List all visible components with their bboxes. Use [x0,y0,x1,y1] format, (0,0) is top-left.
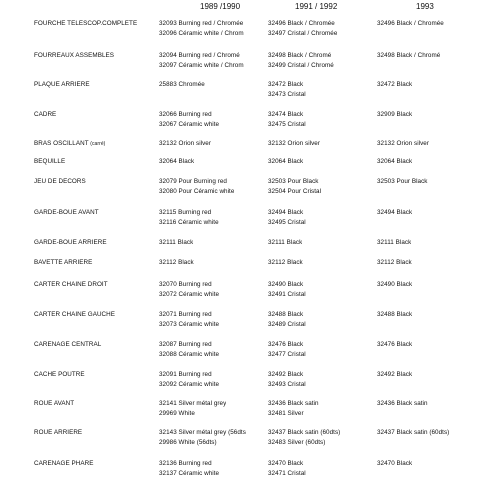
ref-1989-1990 [159,258,194,268]
part-reference: 32097 Céramic white / Chrom [159,61,244,69]
part-reference: 32470 Black [268,460,304,467]
part-reference: 32475 Cristal [268,120,306,128]
part-name-note: (carré) [90,141,106,147]
part-reference: 32080 Pour Céramic white [159,187,235,195]
part-reference: 32092 Céramic white [159,380,220,388]
part-reference: 32112 Black [159,259,194,266]
part-name-text: CACHE POUTRE [34,371,85,378]
part-name [34,139,105,150]
ref-1993 [377,428,449,438]
part-reference: 32477 Cristal [268,350,306,358]
part-reference: 32489 Cristal [268,320,306,328]
ref-1989-1990 [159,340,219,359]
part-name-text: FOURCHE TELESCOP.COMPLETE [34,20,138,27]
part-name-text: BEQUILLE [34,158,66,165]
part-name-text: JEU DE DECORS [34,178,86,185]
part-reference: 32071 Burning red [159,311,212,318]
part-reference: 32488 Black [377,311,413,318]
part-reference: 32112 Black [377,259,412,266]
part-name-text: PLAQUE ARRIERE [34,81,90,88]
ref-1991-1992 [268,459,306,478]
ref-1993 [377,51,440,61]
ref-1991-1992 [268,110,306,129]
ref-1991-1992 [268,370,306,389]
part-reference: 32141 Silver métal grey [159,400,227,407]
part-reference: 25883 Chromée [159,81,205,88]
ref-1989-1990 [159,280,219,299]
ref-1989-1990 [159,80,205,90]
part-reference: 32503 Pour Black [268,178,319,185]
part-reference: 32488 Black [268,311,304,318]
part-reference: 32503 Pour Black [377,178,428,185]
ref-1991-1992 [268,399,319,418]
part-reference: 32504 Pour Cristal [268,187,322,195]
part-reference: 32064 Black [377,158,413,165]
ref-1989-1990 [159,399,226,418]
ref-1989-1990 [159,177,234,196]
part-reference: 29986 White (56dts) [159,438,217,446]
ref-1993 [377,157,412,167]
part-reference: 32490 Black [377,281,413,288]
ref-1993 [377,370,412,380]
part-reference: 29969 White [159,409,195,417]
ref-1991-1992 [268,80,306,99]
part-reference: 32132 Orion silver [377,140,430,147]
part-reference: 32079 Pour Burning red [159,178,227,185]
ref-1989-1990 [159,139,211,149]
part-reference: 32088 Céramic white [159,350,220,358]
ref-1993 [377,258,412,268]
part-reference: 32472 Black [268,81,304,88]
part-name-text: ROUE ARRIERE [34,429,83,436]
part-name-text: ROUE AVANT [34,400,75,407]
part-reference: 32492 Black [377,371,413,378]
part-reference: 32471 Cristal [268,469,306,477]
part-name-text: CARTER CHAINE DROIT [34,281,108,288]
part-reference: 32111 Black [377,239,412,246]
part-name [34,280,108,290]
part-reference: 32491 Cristal [268,290,306,298]
part-reference: 32116 Céramic white [159,218,219,226]
part-reference: 32476 Black [377,341,413,348]
part-reference: 32499 Cristal / Chromé [268,61,334,69]
part-reference: 32072 Céramic white [159,290,220,298]
part-name [34,340,101,350]
part-reference: 32483 Silver (60dts) [268,438,326,446]
ref-1989-1990 [159,19,244,38]
part-reference: 32494 Black [377,209,413,216]
part-reference: 32132 Orion silver [268,140,321,147]
ref-1991-1992 [268,208,306,227]
part-reference: 32067 Céramic white [159,120,220,128]
part-name [34,110,56,120]
ref-1989-1990 [159,238,193,248]
part-reference: 32476 Black [268,341,304,348]
part-name [34,428,82,438]
part-reference: 32096 Céramic white / Chrom [159,29,244,37]
part-reference: 32497 Cristal / Chromée [268,29,338,37]
part-reference: 32115 Burning red [159,209,212,216]
year-1989-1990: 1989 /1990 [200,2,241,11]
year-1991-1992: 1991 / 1992 [295,2,338,11]
ref-1991-1992 [268,51,334,70]
part-reference: 32070 Burning red [159,281,212,288]
part-reference: 32496 Black / Chromée [268,20,335,27]
ref-1991-1992 [268,139,320,149]
part-name [34,459,93,469]
part-name [34,310,115,320]
part-reference: 32091 Burning red [159,371,212,378]
ref-1993 [377,310,412,320]
part-name [34,370,85,380]
part-name-text: BAVETTE ARRIERE [34,259,93,266]
part-reference: 32909 Black [377,111,413,118]
ref-1989-1990 [159,51,244,70]
ref-1993 [377,280,412,290]
ref-1989-1990 [159,310,219,329]
part-reference: 32143 Silver métal grey (56dts [159,429,246,436]
part-reference: 32498 Black / Chromé [268,52,332,59]
part-reference: 32112 Black [268,259,303,266]
part-reference: 32474 Black [268,111,304,118]
part-name [34,238,107,248]
part-reference: 32436 Black satin [377,400,428,407]
ref-1989-1990 [159,370,219,389]
part-reference: 32490 Black [268,281,304,288]
part-reference: 32473 Cristal [268,90,306,98]
ref-1993 [377,238,411,248]
ref-1991-1992 [268,310,306,329]
part-reference: 32494 Black [268,209,304,216]
part-name [34,208,99,218]
ref-1993 [377,110,412,120]
part-name [34,157,65,167]
part-reference: 32093 Burning red / Chromée [159,20,244,27]
part-reference: 32073 Céramic white [159,320,220,328]
ref-1991-1992 [268,177,321,196]
part-name-text: CARENAGE PHARE [34,460,94,467]
part-reference: 32064 Black [268,158,304,165]
part-name-text: FOURREAUX ASSEMBLES [34,52,115,59]
ref-1991-1992 [268,19,337,38]
ref-1991-1992 [268,340,306,359]
ref-1989-1990 [159,157,194,167]
part-name [34,19,137,29]
part-name-text: GARDE-BOUE AVANT [34,209,99,216]
part-reference: 32066 Burning red [159,111,212,118]
part-reference: 32436 Black satin [268,400,319,407]
part-name [34,177,86,187]
part-reference: 32137 Céramic white [159,469,220,477]
part-reference: 32437 Black satin (60dts) [377,429,450,436]
part-name-text: CADRE [34,111,57,118]
part-name [34,51,114,61]
part-reference: 32111 Black [159,239,194,246]
part-reference: 32136 Burning red [159,460,212,467]
part-name [34,258,92,268]
ref-1993 [377,399,428,409]
ref-1993 [377,19,444,29]
part-name-text: BRAS OSCILLANT [34,140,89,147]
ref-1989-1990 [159,110,219,129]
ref-1991-1992 [268,157,303,167]
part-reference: 32495 Cristal [268,218,306,226]
year-header [0,2,500,14]
part-reference: 32094 Burning red / Chromé [159,52,240,59]
ref-1993 [377,177,428,187]
part-name [34,399,74,409]
ref-1993 [377,139,429,149]
part-name-text: CARTER CHAINE GAUCHE [34,311,116,318]
part-reference: 32064 Black [159,158,195,165]
ref-1993 [377,340,412,350]
ref-1991-1992 [268,258,303,268]
ref-1993 [377,459,412,469]
part-reference: 32496 Black / Chromée [377,20,444,27]
ref-1989-1990 [159,428,246,447]
part-reference: 32492 Black [268,371,304,378]
part-reference: 32087 Burning red [159,341,212,348]
part-name [34,80,90,90]
part-reference: 32437 Black satin (60dts) [268,429,341,436]
part-name-text: GARDE-BOUE ARRIERE [34,239,107,246]
part-reference: 32481 Silver [268,409,304,417]
ref-1989-1990 [159,208,219,227]
part-name-text: CARENAGE CENTRAL [34,341,102,348]
ref-1993 [377,80,412,90]
ref-1991-1992 [268,280,306,299]
part-reference: 32132 Orion silver [159,140,212,147]
part-reference: 32111 Black [268,239,303,246]
ref-1991-1992 [268,238,302,248]
part-reference: 32498 Black / Chromé [377,52,441,59]
part-reference: 32470 Black [377,460,413,467]
ref-1991-1992 [268,428,340,447]
ref-1989-1990 [159,459,219,478]
part-reference: 32493 Cristal [268,380,306,388]
ref-1993 [377,208,412,218]
year-1993: 1993 [416,2,434,11]
part-reference: 32472 Black [377,81,413,88]
